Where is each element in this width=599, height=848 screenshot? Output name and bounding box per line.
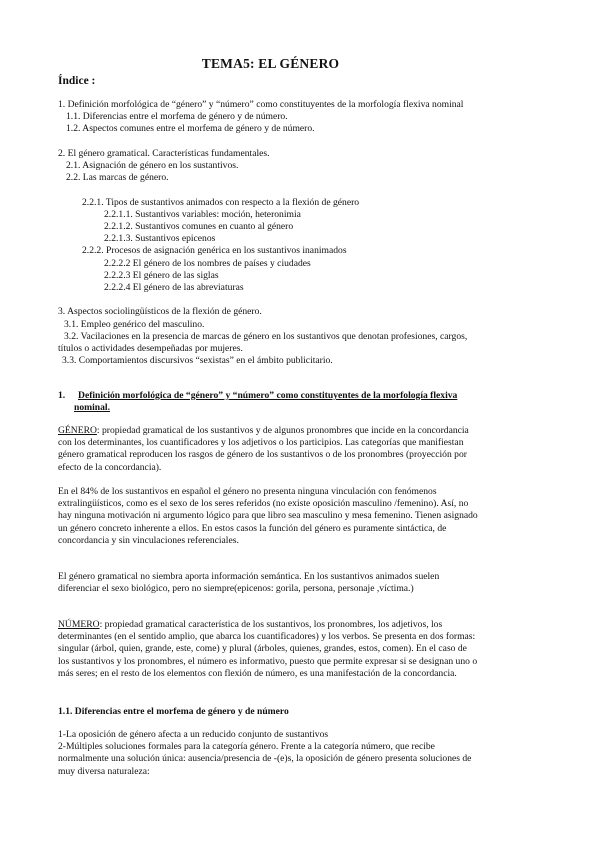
text-line: diferenciar el sexo biológico, pero no siempre(epicenos: gorila, persona, personaje ,víctima.) [58,583,414,595]
index-item: 1.2. Aspectos comunes entre el morfema de género y de número. [66,123,315,135]
index-heading: Índice : [58,75,96,87]
text-line: El género gramatical no siembra aporta información semántica. En los sustantivos animados suelen [58,571,440,582]
index-spacer [58,294,467,306]
index-item: 2.2.1.1. Sustantivos variables: moción, heteronimia [104,208,301,220]
index-item: 2.1. Asignación de género en los sustantivos. [66,160,239,172]
paragraph-semantica [58,571,439,595]
text-line: efecto de la concordancia). [58,461,162,473]
index-item: 2.2.1. Tipos de sustantivos animados con respecto a la flexión de género [82,196,360,208]
text-line: con los determinantes, los cuantificadores y los adjetivos o los participios. Las categorías que manifiestan [58,437,464,449]
genero-term: GÉNERO [58,425,97,436]
index-spacer [58,136,467,148]
index-item: 3. Aspectos sociolingüísticos de la flexión de género. [58,306,262,318]
document-title: TEMA5: EL GÉNERO [201,56,340,71]
paragraph-diferencias [58,729,471,778]
text-line: normalmente una solución única: ausencia/presencia de -(e)s, la oposición de género presenta soluciones de [58,753,472,765]
index-item: 2.2.2. Procesos de asignación genérica en los sustantivos inanimados [82,245,347,257]
index-item: 1. Definición morfológica de “género” y “número” como constituyentes de la morfología flexiva nominal [58,99,464,110]
index-item: 2.2.2.3 El género de las siglas [104,269,219,281]
section-1-heading [58,390,558,414]
text-line: más seres; en el resto de los elementos con flexión de número, es una manifestación de la concordancia. [58,667,457,679]
index-item: 2.2.2.4 El género de las abreviaturas [104,282,244,294]
text-line: muy diversa naturaleza: [58,765,150,777]
text-line: 2-Múltiples soluciones formales para la categoría género. Frente a la categoría número, que recibe [58,741,435,753]
index-item: 2.2.1.2. Sustantivos comunes en cuanto al género [104,221,294,233]
index-spacer [58,184,467,196]
index-item: 2. El género gramatical. Características fundamentales. [58,147,270,159]
index-item: títulos o actividades desempeñadas por mujeres. [58,343,243,355]
index-item: 2.2.1.3. Sustantivos epicenos [104,233,216,245]
table-of-contents [58,99,467,367]
paragraph-84 [58,486,478,547]
index-item: 1.1. Diferencias entre el morfema de género y de número. [66,111,288,123]
index-item: 2.2.2.2 El género de los nombres de países y ciudades [104,257,311,269]
text-line: concordancia y sin vinculaciones referenciales. [58,534,239,546]
text-line: hay ninguna motivación ni argumento lógico para que libro sea masculino y mesa femenino. Tienen asignado [58,510,478,522]
text-line: : propiedad gramatical de los sustantivos y de algunos pronombres que incide en la concordancia [96,425,469,436]
index-item: 3.3. Comportamientos discursivos “sexistas” en el ámbito publicitario. [62,355,333,367]
text-line: determinantes (en el sentido amplio, que abarca los cuantificadores) y los verbos. Se presenta en dos formas: [58,631,476,643]
section-1-1-heading: 1.1. Diferencias entre el morfema de género y de número [58,706,289,717]
section-number: 1. [58,390,66,401]
section-title: Definición morfológica de “género” y “número” como constituyentes de la morfología flexiva [78,390,458,401]
index-item: 3.2. Vacilaciones en la presencia de marcas de género en los sustantivos que denotan profesiones, cargos, [64,330,468,342]
text-line: En el 84% de los sustantivos en español el género no presenta ninguna vinculación con fenómenos [58,486,437,497]
paragraph-genero [58,425,469,474]
index-item: 2.2. Las marcas de género. [66,172,169,184]
text-line: singular (árbol, quien, grande, este, come) y plural (árboles, quienes, grandes, estos, comen). En el caso de [58,643,467,655]
index-item: 3.1. Empleo genérico del masculino. [64,318,205,330]
section-title-cont: nominal. [74,402,110,414]
text-line: un género concreto inherente a ellos. En estos casos la función del género es puramente sintáctica, de [58,522,447,534]
text-line: 1-La oposición de género afecta a un reducido conjunto de sustantivos [58,729,329,740]
text-line: género gramatical reproducen los rasgos de género de los sustantivos o de los pronombres (proyección por [58,449,467,461]
numero-term: NÚMERO [58,619,100,630]
text-line: extralingüísticos, como es el sexo de los seres referidos (no existe oposición masculino /femenino). Así, no [58,498,469,510]
paragraph-numero [58,619,477,680]
text-line: los sustantivos y los pronombres, el número es informativo, puesto que permite expresar si se designan uno o [58,655,478,667]
text-line: : propiedad gramatical característica de los sustantivos, los pronombres, los adjetivos, los [99,619,443,630]
